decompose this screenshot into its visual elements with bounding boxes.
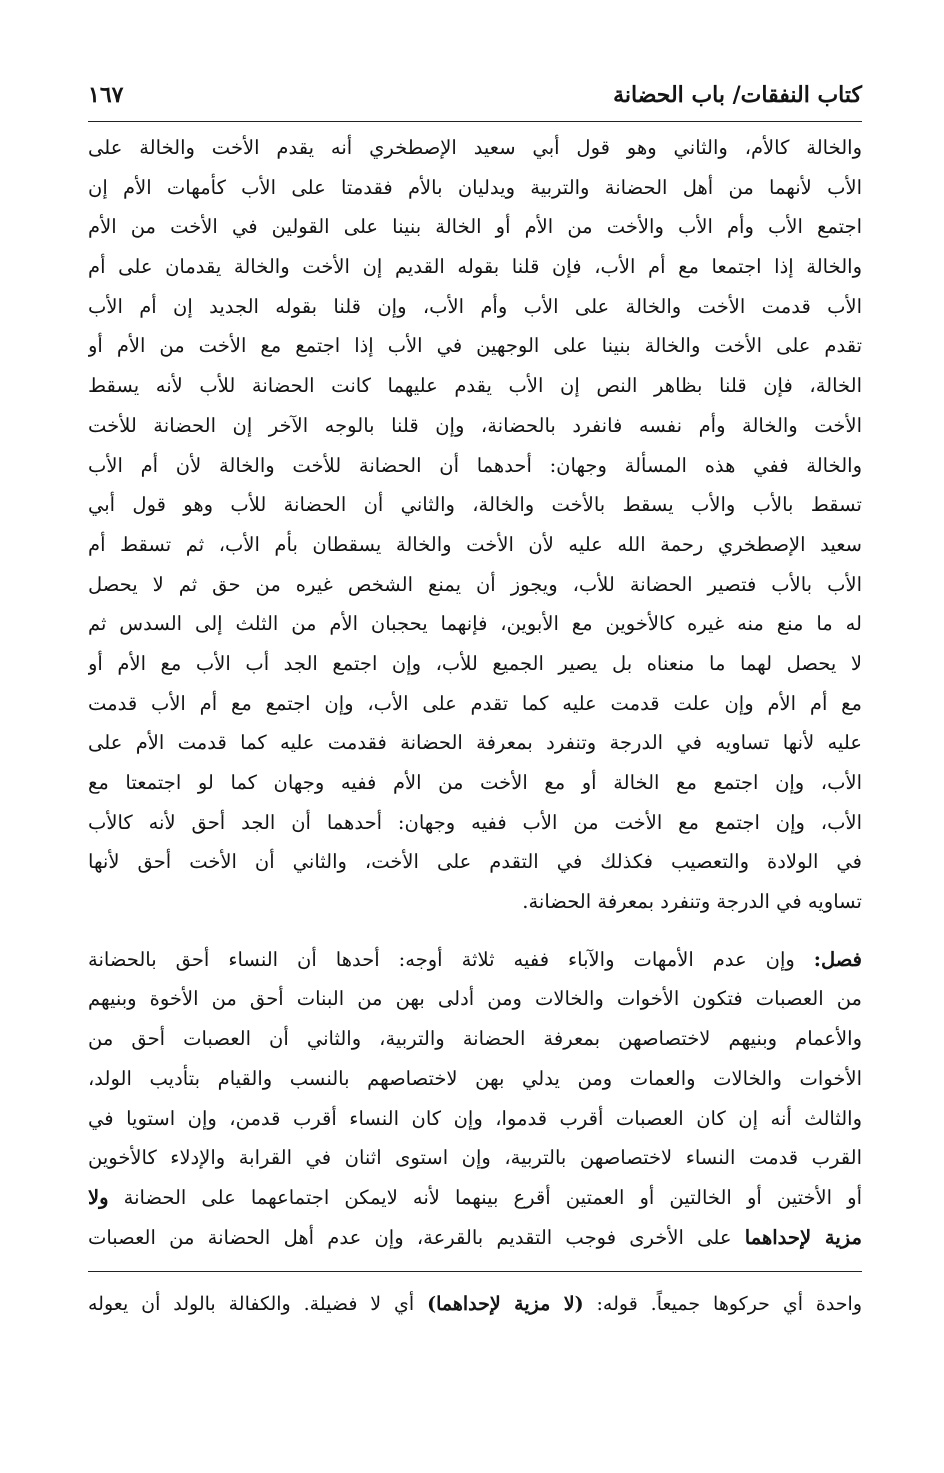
footnote-text: واحدة أي حركوها جميعاً. قوله: bbox=[596, 1293, 862, 1315]
bold-text-run: ولا bbox=[88, 1185, 109, 1209]
text-line: الأخت والخالة وأم نفسه فانفرد بالحضانة، وإن قلنا بالوجه الآخر إن الحضانة للأخت bbox=[88, 413, 862, 437]
text-line: تسقط بالأب والأب يسقط بالأخت والخالة، والثاني أن الحضانة للأب وهو قول أبي bbox=[88, 493, 862, 517]
running-header bbox=[88, 78, 862, 118]
text-line: تقدم على الأخت والخالة بنينا على الوجهين في الأب إذا اجتمع مع الأخت من الأم أو bbox=[88, 334, 862, 358]
page-number: ١٦٧ bbox=[88, 82, 124, 108]
text-line: له ما منع منه غيره كالأخوين مع الأبوين، فإنهما يحجبان الأم من الثلث إلى السدس ثم bbox=[88, 612, 862, 636]
text-line: الأب قدمت الأخت والخالة على الأب وأم الأب، وإن قلنا بقوله الجديد إن أم الأب bbox=[88, 294, 862, 318]
text-line: الخالة، فإن قلنا بظاهر النص إن الأب يقدم عليهما كانت الحضانة للأب لأنه يسقط bbox=[88, 374, 862, 398]
text-line: من العصبات فتكون الأخوات والخالات ومن أدلى بهن من البنات أحق من الأخوة وبنيهم bbox=[88, 987, 862, 1011]
text-line: والخالة ففي هذه المسألة وجهان: أحدهما أن الحضانة للأخت والخالة لأن أم الأب bbox=[88, 453, 862, 477]
text-run: أو الأختين أو الخالتين أو العمتين أقرع بينهما لأنه لايمكن اجتماعهما على الحضانة bbox=[123, 1185, 862, 1209]
text-run: وإن عدم الأمهات والآباء ففيه ثلاثة أوجه: أحدها أن النساء أحق بالحضانة bbox=[88, 947, 795, 971]
footnote-rule bbox=[88, 1271, 862, 1272]
text-line: والثالث أنه إن كان العصبات أقرب قدموا، وإن كان النساء أقرب قدمن، وإن استويا في bbox=[88, 1106, 862, 1130]
text-run: على الأخرى فوجب التقديم بالقرعة، وإن عدم أهل الحضانة من العصبات bbox=[88, 1225, 732, 1249]
text-line: والخالة إذا اجتمعا مع أم الأب، فإن قلنا بقوله القديم إن الأخت والخالة يقدمان على أم bbox=[88, 255, 862, 279]
text-line: الأب، وإن اجتمع مع الخالة أو مع الأخت من الأم ففيه وجهان كما لو اجتمعتا مع bbox=[88, 771, 862, 794]
text-line: اجتمع الأب وأم الأب والأخت من الأم أو الخالة بنينا على القولين في الأخت من الأم bbox=[88, 215, 862, 239]
footnote-quote: (لا مزية لإحداهما) bbox=[427, 1293, 584, 1315]
text-line: مع أم الأم وإن علت قدمت عليه كما تقدم على الأب، وإن اجتمع مع أم الأب قدمت bbox=[88, 691, 862, 715]
text-line: الأخوات والخالات والعمات ومن يدلي بهن لاختصاصهم بالنسب والقيام بتأديب الولد، bbox=[88, 1066, 862, 1090]
text-line: لا يحصل لهما ما منعناه بل يصير الجميع للأب، وإن اجتمع الجد أب الأب مع الأم أو bbox=[88, 651, 862, 675]
text-line bbox=[88, 1178, 862, 1218]
text-line: الأب بالأب فتصير الحضانة للأب، ويجوز أن يمنع الشخص غيره من حق ثم لا يحصل bbox=[88, 572, 862, 596]
text-line bbox=[88, 1218, 862, 1258]
text-line: والخالة كالأم، والثاني وهو قول أبي سعيد الإصطخري أنه يقدم الأخت والخالة على bbox=[88, 136, 862, 159]
text-line: في الولادة والتعصيب فكذلك في التقدم على الأخت، والثاني أن الأخت أحق لأنها bbox=[88, 850, 862, 874]
bold-text-run: مزية لإحداهما bbox=[744, 1225, 862, 1249]
text-line: سعيد الإصطخري رحمة الله عليه لأن الأخت والخالة يسقطان بأم الأب، ثم تسقط أم bbox=[88, 532, 862, 556]
text-line: عليه لأنها تساويه في الدرجة وتنفرد بمعرفة الحضانة فقدمت عليه كما قدمت الأم على bbox=[88, 731, 862, 755]
text-line: القرب قدمت النساء لاختصاصهن بالتربية، وإن استوى اثنان في القرابة والإدلاء كالأخوين bbox=[88, 1146, 862, 1170]
main-text bbox=[88, 128, 862, 1257]
footnote bbox=[88, 1284, 862, 1324]
chapter-title: كتاب النفقات/ باب الحضانة bbox=[613, 82, 862, 108]
text-line: الأب لأنهما من أهل الحضانة والتربية ويدليان بالأم فقدمتا على الأب كأمهات الأم إن bbox=[88, 175, 862, 199]
text-line: الأب، وإن اجتمع مع الأخت من الأب ففيه وجهان: أحدهما أن الجد أحق لأنه كالأب bbox=[88, 810, 862, 834]
header-rule bbox=[88, 121, 862, 122]
paragraph-gap bbox=[88, 922, 862, 940]
section-label: فصل: bbox=[813, 947, 862, 971]
text-line: تساويه في الدرجة وتنفرد بمعرفة الحضانة. bbox=[522, 890, 862, 914]
text-line: والأعمام وبنيهم لاختصاصهن بمعرفة الحضانة والتربية، والثاني أن العصبات أحق من bbox=[88, 1027, 862, 1051]
text-line bbox=[88, 940, 862, 980]
footnote-text: أي لا فضيلة. والكفالة بالولد أن يعوله bbox=[88, 1293, 415, 1315]
